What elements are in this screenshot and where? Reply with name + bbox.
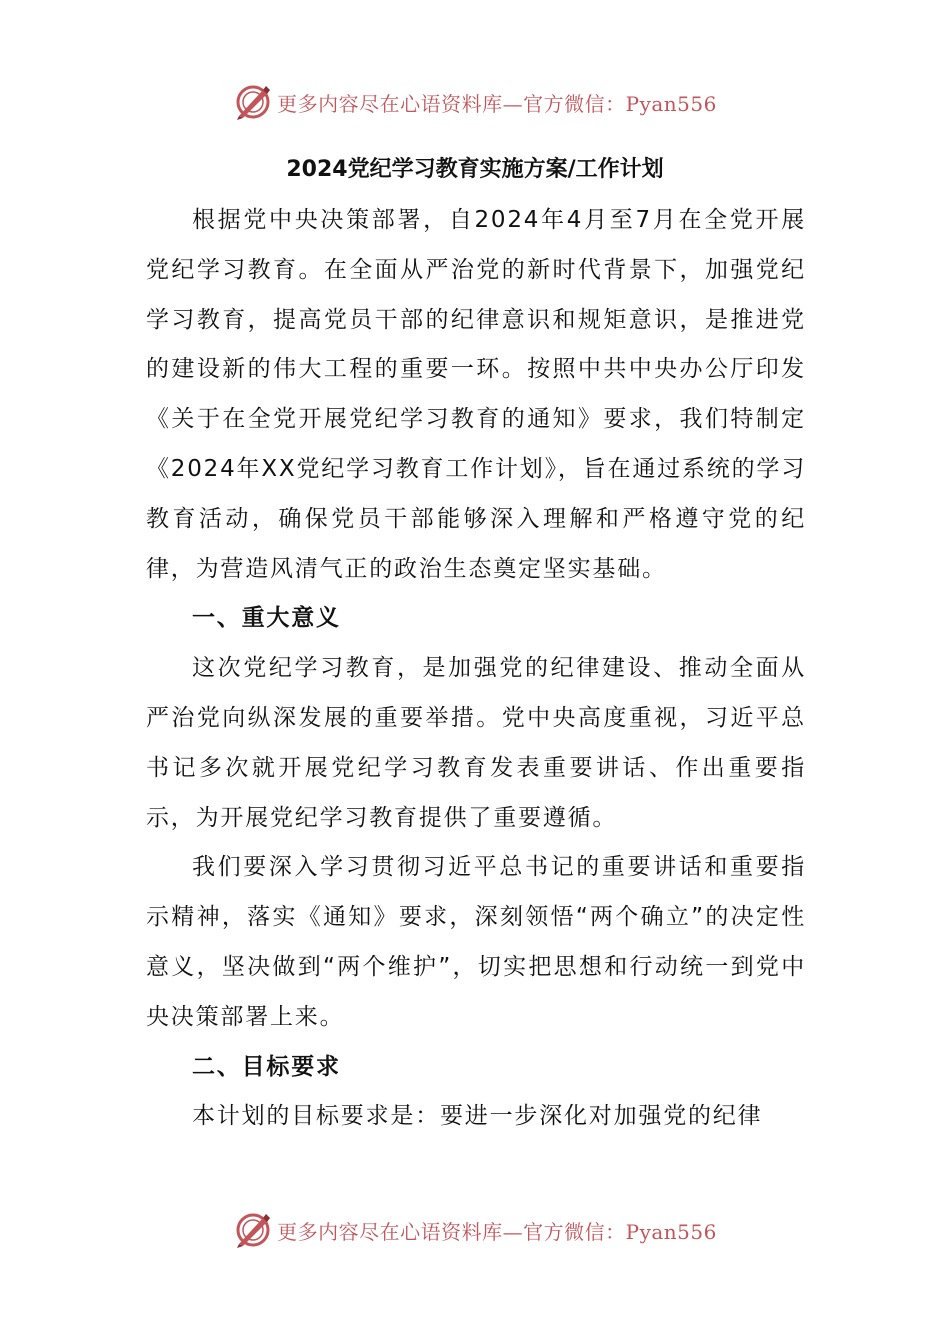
significance-paragraph-2: 我们要深入学习贯彻习近平总书记的重要讲话和重要指示精神，落实《通知》要求，深刻领悟“两个确立”的决定性意义，坚决做到“两个维护”，切实把思想和行动统一到党中央决策部署上来。	[146, 854, 806, 1030]
watermark-footer	[0, 1208, 950, 1252]
section-heading-goals: 二、目标要求	[192, 1053, 341, 1080]
watermark-text: 更多内容尽在心语资料库—官方微信：Pyan556	[277, 91, 717, 116]
watermark-header	[0, 80, 950, 124]
pen-seal-logo-icon	[233, 1210, 273, 1250]
intro-paragraph: 根据党中央决策部署，自2024年4月至7月在全党开展党纪学习教育。在全面从严治党的新时代背景下，加强党纪学习教育，提高党员干部的纪律意识和规矩意识，是推进党的建设新的伟大工程的重要一环。按照中共中央办公厅印发《关于在全党开展党纪学习教育的通知》要求，我们特制定《2024年XX党纪学习教育工作计划》，旨在通过系统的学习教育活动，确保党员干部能够深入理解和严格遵守党的纪律，为营造风清气正的政治生态奠定坚实基础。	[146, 207, 806, 582]
pen-seal-logo-icon	[233, 82, 273, 122]
significance-paragraph-1: 这次党纪学习教育，是加强党的纪律建设、推动全面从严治党向纵深发展的重要举措。党中央高度重视，习近平总书记多次就开展党纪学习教育发表重要讲话、作出重要指示，为开展党纪学习教育提供了重要遵循。	[146, 655, 806, 831]
section-heading-significance: 一、重大意义	[192, 605, 341, 632]
goals-paragraph-1: 本计划的目标要求是：要进一步深化对加强党的纪律	[192, 1103, 763, 1130]
document-title: 2024党纪学习教育实施方案/工作计划	[286, 157, 664, 182]
document-body	[146, 196, 806, 1142]
watermark-text: 更多内容尽在心语资料库—官方微信：Pyan556	[277, 1219, 717, 1244]
